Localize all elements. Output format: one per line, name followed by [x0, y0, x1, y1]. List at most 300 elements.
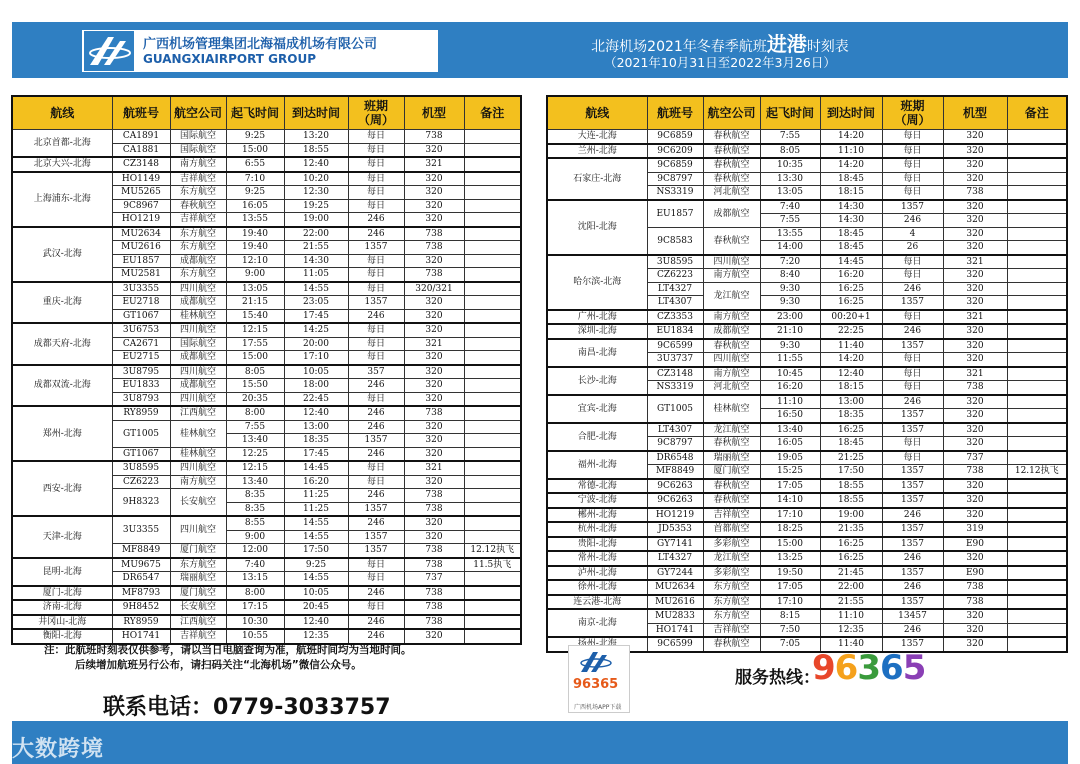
- cell-arrive-time: 11:05: [284, 268, 348, 282]
- cell-frequency: 1357: [882, 479, 943, 494]
- col-header-route: 航线: [12, 96, 112, 130]
- cell-frequency: 26: [882, 241, 943, 255]
- cell-flight-no: 9C8583: [647, 227, 703, 255]
- cell-depart-time: 6:55: [226, 157, 284, 172]
- cell-frequency: 每日: [348, 572, 404, 586]
- cell-flight-no: CA2671: [112, 337, 170, 351]
- cell-remark: [464, 489, 521, 503]
- cell-frequency: 1357: [882, 595, 943, 610]
- cell-frequency: 246: [348, 586, 404, 601]
- cell-frequency: 每日: [882, 353, 943, 367]
- cell-frequency: 每日: [348, 351, 404, 365]
- cell-depart-time: 9:30: [760, 282, 820, 296]
- cell-aircraft: 320: [404, 392, 464, 406]
- cell-aircraft: 321: [943, 255, 1007, 269]
- cell-depart-time: 19:50: [760, 566, 820, 581]
- cell-depart-time: 13:15: [226, 572, 284, 586]
- hotline-label: 服务热线：: [735, 668, 820, 688]
- cell-flight-no: GY7141: [647, 537, 703, 552]
- cell-arrive-time: 12:40: [284, 615, 348, 630]
- cell-airline: 东方航空: [703, 595, 760, 610]
- table-row: [547, 339, 1067, 353]
- table-row: [547, 130, 1067, 144]
- table-row: [12, 282, 521, 296]
- cell-depart-time: 11:55: [760, 353, 820, 367]
- cell-route: 济南-北海: [12, 600, 112, 615]
- cell-remark: [1007, 637, 1067, 652]
- cell-airline: 成都航空: [170, 296, 226, 310]
- cell-remark: [1007, 186, 1067, 200]
- cell-arrive-time: 9:25: [284, 558, 348, 572]
- cell-frequency: 1357: [882, 566, 943, 581]
- cell-arrive-time: 10:20: [284, 172, 348, 186]
- cell-route: 哈尔滨-北海: [547, 255, 647, 310]
- cell-depart-time: 10:55: [226, 629, 284, 644]
- cell-aircraft: 320: [943, 241, 1007, 255]
- cell-route: 南京-北海: [547, 609, 647, 637]
- table-row: [547, 310, 1067, 325]
- cell-frequency: 每日: [348, 157, 404, 172]
- cell-depart-time: 7:05: [760, 637, 820, 652]
- table-row: [547, 144, 1067, 159]
- cell-frequency: 246: [348, 420, 404, 434]
- cell-route: 天津-北海: [12, 516, 112, 558]
- cell-remark: [464, 475, 521, 489]
- col-header-aircraft: 机型: [943, 96, 1007, 130]
- cell-arrive-time: 14:30: [820, 214, 882, 228]
- cell-flight-no: MU5265: [112, 186, 170, 200]
- cell-frequency: 每日: [348, 143, 404, 157]
- cell-arrive-time: 14:55: [284, 516, 348, 530]
- cell-arrive-time: 20:45: [284, 600, 348, 615]
- cell-depart-time: 12:15: [226, 323, 284, 337]
- cell-flight-no: DR6547: [112, 572, 170, 586]
- cell-arrive-time: 22:00: [820, 580, 882, 595]
- cell-airline: 首都航空: [703, 522, 760, 537]
- cell-flight-no: 3U3355: [112, 516, 170, 544]
- cell-frequency: 246: [348, 615, 404, 630]
- cell-remark: [1007, 537, 1067, 552]
- cell-aircraft: 320: [943, 623, 1007, 637]
- cell-arrive-time: 17:10: [284, 351, 348, 365]
- cell-airline: 成都航空: [703, 324, 760, 339]
- col-header-frequency: 班期 （周）: [882, 96, 943, 130]
- cell-frequency: 1357: [348, 241, 404, 255]
- cell-flight-no: LT4307: [647, 296, 703, 310]
- cell-arrive-time: 11:40: [820, 637, 882, 652]
- cell-remark: [464, 227, 521, 241]
- cell-depart-time: 7:40: [226, 558, 284, 572]
- cell-frequency: 246: [348, 406, 404, 420]
- col-header-depart-time: 起飞时间: [760, 96, 820, 130]
- cell-remark: [464, 351, 521, 365]
- cell-flight-no: 9C8797: [647, 172, 703, 186]
- cell-route: 郑州-北海: [12, 406, 112, 461]
- cell-airline: 龙江航空: [703, 551, 760, 566]
- cell-flight-no: JD5353: [647, 522, 703, 537]
- cell-frequency: 每日: [348, 461, 404, 475]
- watermark: 大数跨境: [12, 737, 105, 762]
- cell-remark: [464, 502, 521, 516]
- cell-flight-no: RY8959: [112, 406, 170, 420]
- cell-flight-no: MU2634: [112, 227, 170, 241]
- cell-arrive-time: 18:35: [284, 434, 348, 448]
- table-row: [547, 423, 1067, 437]
- cell-route: 成都天府-北海: [12, 323, 112, 365]
- cell-aircraft: 738: [404, 268, 464, 282]
- cell-route: 徐州-北海: [547, 580, 647, 595]
- cell-remark: [1007, 214, 1067, 228]
- table-row: [547, 566, 1067, 581]
- cell-arrive-time: 00:20+1: [820, 310, 882, 325]
- table-row: [547, 324, 1067, 339]
- cell-arrive-time: 14:25: [284, 323, 348, 337]
- cell-remark: [464, 406, 521, 420]
- cell-arrive-time: 12:40: [284, 157, 348, 172]
- cell-aircraft: 321: [404, 461, 464, 475]
- cell-airline: 吉祥航空: [703, 623, 760, 637]
- cell-flight-no: RY8959: [112, 615, 170, 630]
- cell-depart-time: 12:10: [226, 254, 284, 268]
- cell-remark: [464, 309, 521, 323]
- cell-frequency: 246: [882, 282, 943, 296]
- cell-airline: 吉祥航空: [703, 508, 760, 523]
- cell-depart-time: 17:55: [226, 337, 284, 351]
- cell-route: 合肥-北海: [547, 423, 647, 451]
- cell-frequency: 每日: [882, 144, 943, 159]
- cell-depart-time: 9:30: [760, 296, 820, 310]
- cell-frequency: 每日: [348, 337, 404, 351]
- cell-flight-no: 9C6599: [647, 637, 703, 652]
- table-row: [547, 508, 1067, 523]
- cell-airline: 四川航空: [170, 392, 226, 406]
- cell-frequency: 1357: [882, 296, 943, 310]
- cell-frequency: 246: [882, 580, 943, 595]
- cell-aircraft: 321: [404, 157, 464, 172]
- hotline-digit: 9: [812, 648, 835, 688]
- cell-aircraft: 320: [943, 551, 1007, 566]
- cell-aircraft: 320: [943, 353, 1007, 367]
- cell-flight-no: HO1741: [647, 623, 703, 637]
- cell-frequency: 每日: [348, 282, 404, 296]
- cell-frequency: 每日: [882, 130, 943, 144]
- table-row: [12, 365, 521, 379]
- cell-remark: [1007, 580, 1067, 595]
- cell-remark: [464, 199, 521, 213]
- cell-airline: 江西航空: [170, 615, 226, 630]
- cell-depart-time: 8:40: [760, 269, 820, 283]
- cell-aircraft: 320/321: [404, 282, 464, 296]
- cell-airline: 成都航空: [170, 254, 226, 268]
- cell-route: 长沙-北海: [547, 367, 647, 395]
- cell-remark: [464, 323, 521, 337]
- col-header-aircraft: 机型: [404, 96, 464, 130]
- cell-depart-time: 13:55: [760, 227, 820, 241]
- cell-remark: [1007, 551, 1067, 566]
- cell-remark: [1007, 493, 1067, 508]
- cell-depart-time: 7:10: [226, 172, 284, 186]
- cell-airline: 成都航空: [703, 200, 760, 228]
- cell-airline: 春秋航空: [703, 479, 760, 494]
- cell-airline: 春秋航空: [170, 199, 226, 213]
- cell-arrive-time: 14:55: [284, 530, 348, 544]
- cell-arrive-time: 13:00: [284, 420, 348, 434]
- cell-remark: [1007, 200, 1067, 214]
- cell-flight-no: LT4327: [647, 282, 703, 296]
- cell-arrive-time: 23:05: [284, 296, 348, 310]
- cell-airline: 东方航空: [703, 609, 760, 623]
- cell-airline: 春秋航空: [703, 144, 760, 159]
- cell-route: 衡阳-北海: [12, 629, 112, 644]
- cell-depart-time: 9:30: [760, 339, 820, 353]
- cell-flight-no: MU9675: [112, 558, 170, 572]
- cell-remark: [1007, 324, 1067, 339]
- cell-remark: [1007, 451, 1067, 465]
- cell-arrive-time: 16:25: [820, 537, 882, 552]
- table-row: [12, 130, 521, 144]
- cell-remark: [1007, 522, 1067, 537]
- table-row: [12, 323, 521, 337]
- cell-airline: 南方航空: [703, 310, 760, 325]
- cell-aircraft: 320: [404, 420, 464, 434]
- table-row: [12, 558, 521, 572]
- cell-flight-no: CZ6223: [112, 475, 170, 489]
- cell-arrive-time: 16:20: [820, 269, 882, 283]
- cell-aircraft: 320: [943, 158, 1007, 172]
- cell-remark: [1007, 623, 1067, 637]
- cell-aircraft: 320: [404, 143, 464, 157]
- cell-remark: [1007, 395, 1067, 409]
- cell-airline: 四川航空: [170, 365, 226, 379]
- cell-route: 宁波-北海: [547, 493, 647, 508]
- cell-aircraft: 320: [943, 339, 1007, 353]
- cell-remark: [1007, 367, 1067, 381]
- cell-depart-time: 9:00: [226, 268, 284, 282]
- cell-arrive-time: 14:20: [820, 353, 882, 367]
- cell-remark: [464, 572, 521, 586]
- col-header-arrive-time: 到达时间: [284, 96, 348, 130]
- cell-airline: 春秋航空: [703, 637, 760, 652]
- cell-frequency: 4: [882, 227, 943, 241]
- cell-depart-time: 14:00: [760, 241, 820, 255]
- cell-depart-time: 20:35: [226, 392, 284, 406]
- cell-frequency: 246: [882, 623, 943, 637]
- cell-aircraft: 320: [404, 365, 464, 379]
- cell-flight-no: GT1067: [112, 309, 170, 323]
- cell-aircraft: 320: [943, 508, 1007, 523]
- cell-arrive-time: 14:45: [820, 255, 882, 269]
- cell-frequency: 1357: [348, 502, 404, 516]
- cell-frequency: 每日: [348, 268, 404, 282]
- cell-depart-time: 9:25: [226, 186, 284, 200]
- cell-aircraft: 320: [943, 172, 1007, 186]
- cell-airline: 春秋航空: [703, 227, 760, 255]
- cell-airline: 国际航空: [170, 337, 226, 351]
- cell-frequency: 每日: [348, 392, 404, 406]
- cell-remark: [464, 629, 521, 644]
- table-row: [547, 595, 1067, 610]
- cell-arrive-time: 14:20: [820, 130, 882, 144]
- cell-flight-no: 3U3355: [112, 282, 170, 296]
- cell-frequency: 每日: [348, 254, 404, 268]
- cell-flight-no: NS3319: [647, 186, 703, 200]
- cell-frequency: 每日: [882, 158, 943, 172]
- cell-arrive-time: 20:00: [284, 337, 348, 351]
- cell-airline: 龙江航空: [703, 282, 760, 310]
- cell-depart-time: 8:00: [226, 586, 284, 601]
- table-row: [547, 395, 1067, 409]
- cell-remark: [1007, 310, 1067, 325]
- cell-arrive-time: 10:05: [284, 365, 348, 379]
- contact-phone: 联系电话：0779-3033757: [103, 695, 391, 720]
- cell-aircraft: 321: [943, 310, 1007, 325]
- cell-aircraft: 738: [404, 544, 464, 558]
- cell-frequency: 每日: [882, 186, 943, 200]
- cell-remark: [1007, 269, 1067, 283]
- cell-arrive-time: 11:40: [820, 339, 882, 353]
- cell-arrive-time: 21:55: [820, 595, 882, 610]
- cell-flight-no: 9C6599: [647, 339, 703, 353]
- cell-aircraft: 738: [943, 465, 1007, 479]
- cell-aircraft: 738: [943, 580, 1007, 595]
- table-row: [547, 580, 1067, 595]
- cell-aircraft: 320: [404, 309, 464, 323]
- cell-aircraft: 320: [943, 282, 1007, 296]
- cell-frequency: 246: [882, 395, 943, 409]
- cell-flight-no: MU2634: [647, 580, 703, 595]
- cell-aircraft: 320: [943, 214, 1007, 228]
- cell-arrive-time: 11:25: [284, 502, 348, 516]
- cell-aircraft: 320: [404, 199, 464, 213]
- cell-arrive-time: 11:10: [820, 609, 882, 623]
- cell-remark: [1007, 609, 1067, 623]
- cell-depart-time: 13:25: [760, 551, 820, 566]
- cell-depart-time: 10:45: [760, 367, 820, 381]
- cell-airline: 瑞丽航空: [170, 572, 226, 586]
- cell-flight-no: HO1149: [112, 172, 170, 186]
- table-row: [547, 200, 1067, 214]
- cell-remark: [464, 516, 521, 530]
- app-number: 96365: [573, 677, 619, 692]
- cell-aircraft: 738: [943, 186, 1007, 200]
- cell-depart-time: 8:35: [226, 489, 284, 503]
- cell-aircraft: 320: [943, 227, 1007, 241]
- cell-remark: [464, 337, 521, 351]
- cell-remark: [1007, 296, 1067, 310]
- col-header-flight-no: 航班号: [112, 96, 170, 130]
- cell-airline: 东方航空: [703, 580, 760, 595]
- cell-flight-no: EU2718: [112, 296, 170, 310]
- cell-aircraft: 320: [943, 296, 1007, 310]
- cell-depart-time: 12:00: [226, 544, 284, 558]
- cell-depart-time: 15:00: [226, 143, 284, 157]
- cell-remark: [1007, 255, 1067, 269]
- cell-route: 沈阳-北海: [547, 200, 647, 255]
- cell-flight-no: GT1005: [647, 395, 703, 423]
- cell-arrive-time: 14:55: [284, 282, 348, 296]
- cell-depart-time: 15:00: [760, 537, 820, 552]
- cell-flight-no: 9H8452: [112, 600, 170, 615]
- cell-aircraft: 321: [943, 367, 1007, 381]
- cell-aircraft: 320: [404, 447, 464, 461]
- cell-arrive-time: 19:25: [284, 199, 348, 213]
- cell-airline: 四川航空: [170, 323, 226, 337]
- cell-flight-no: LT4307: [647, 423, 703, 437]
- cell-remark: [1007, 508, 1067, 523]
- cell-remark: [464, 213, 521, 227]
- cell-depart-time: 13:05: [226, 282, 284, 296]
- table-row: [547, 367, 1067, 381]
- cell-depart-time: 15:25: [760, 465, 820, 479]
- cell-route: 连云港-北海: [547, 595, 647, 610]
- cell-depart-time: 19:40: [226, 241, 284, 255]
- cell-airline: 多彩航空: [703, 537, 760, 552]
- cell-depart-time: 7:55: [760, 214, 820, 228]
- cell-airline: 河北航空: [703, 381, 760, 395]
- cell-depart-time: 19:05: [760, 451, 820, 465]
- cell-frequency: 246: [348, 447, 404, 461]
- cell-remark: [464, 447, 521, 461]
- cell-arrive-time: 17:50: [820, 465, 882, 479]
- cell-arrive-time: 16:25: [820, 423, 882, 437]
- cell-flight-no: 9C6859: [647, 158, 703, 172]
- cell-depart-time: 8:05: [226, 365, 284, 379]
- cell-arrive-time: 10:05: [284, 586, 348, 601]
- cell-flight-no: EU2715: [112, 351, 170, 365]
- cell-frequency: 1357: [882, 200, 943, 214]
- table-row: [12, 172, 521, 186]
- cell-route: 武汉-北海: [12, 227, 112, 282]
- cell-frequency: 1357: [882, 465, 943, 479]
- cell-remark: [1007, 437, 1067, 451]
- cell-aircraft: 320: [943, 144, 1007, 159]
- cell-depart-time: 17:05: [760, 580, 820, 595]
- cell-airline: 吉祥航空: [170, 172, 226, 186]
- table-row: [12, 157, 521, 172]
- cell-flight-no: 3U8595: [647, 255, 703, 269]
- col-header-frequency: 班期 （周）: [348, 96, 404, 130]
- cell-route: 北京大兴-北海: [12, 157, 112, 172]
- cell-arrive-time: 21:55: [284, 241, 348, 255]
- cell-depart-time: 9:00: [226, 530, 284, 544]
- cell-frequency: 每日: [882, 172, 943, 186]
- cell-remark: [464, 241, 521, 255]
- cell-airline: 厦门航空: [170, 544, 226, 558]
- cell-frequency: 246: [882, 508, 943, 523]
- cell-arrive-time: 18:45: [820, 172, 882, 186]
- cell-flight-no: HO1741: [112, 629, 170, 644]
- cell-frequency: 246: [348, 213, 404, 227]
- cell-aircraft: 738: [404, 600, 464, 615]
- cell-aircraft: 738: [404, 241, 464, 255]
- cell-remark: [464, 392, 521, 406]
- page-subtitle: （2021年10月31日至2022年3月26日）: [604, 55, 836, 70]
- airport-logo-icon: [84, 31, 134, 71]
- cell-arrive-time: 14:20: [820, 158, 882, 172]
- cell-depart-time: 8:00: [226, 406, 284, 420]
- cell-airline: 厦门航空: [703, 465, 760, 479]
- cell-remark: [464, 379, 521, 393]
- cell-remark: 12.12执飞: [464, 544, 521, 558]
- cell-route: 深圳-北海: [547, 324, 647, 339]
- cell-remark: [1007, 381, 1067, 395]
- cell-depart-time: 10:30: [226, 615, 284, 630]
- cell-frequency: 每日: [348, 323, 404, 337]
- cell-frequency: 每日: [348, 186, 404, 200]
- col-header-depart-time: 起飞时间: [226, 96, 284, 130]
- cell-flight-no: HO1219: [647, 508, 703, 523]
- table-row: [547, 551, 1067, 566]
